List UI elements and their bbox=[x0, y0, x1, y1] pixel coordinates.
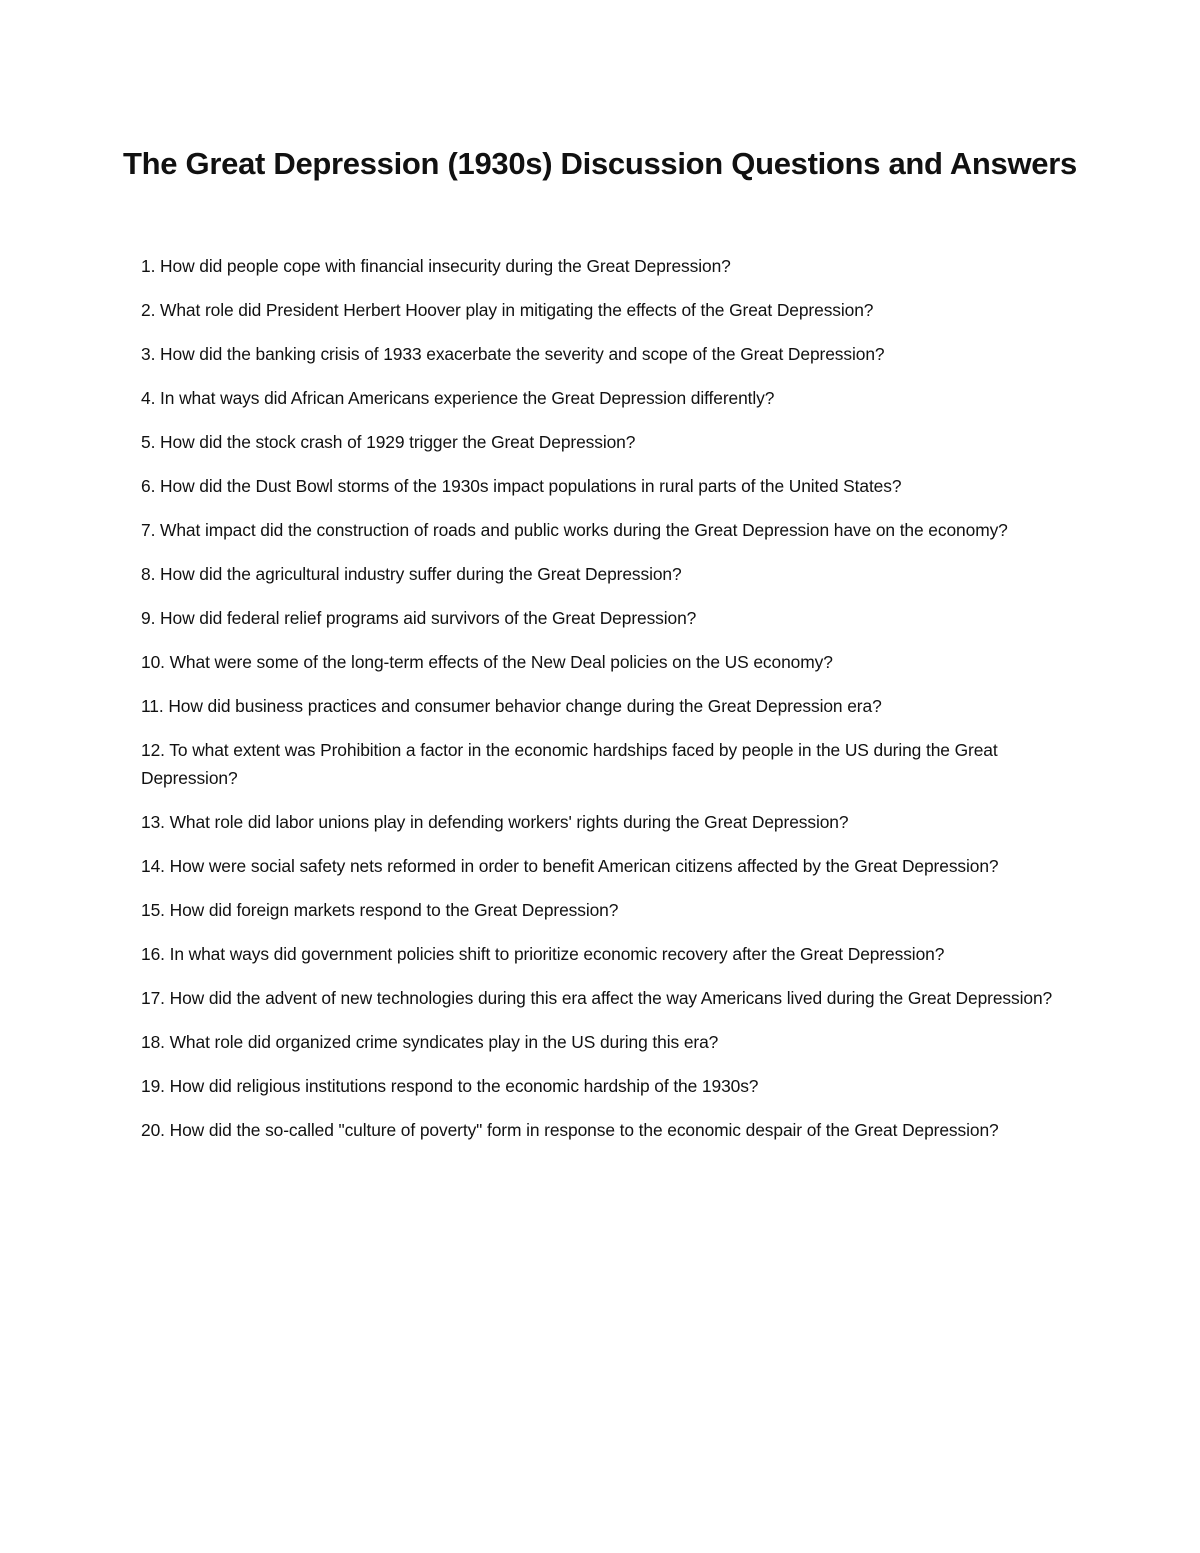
document-title: The Great Depression (1930s) Discussion Questions and Answers bbox=[123, 146, 1077, 181]
question-item: 4. In what ways did African Americans experience the Great Depression differently? bbox=[141, 388, 775, 408]
question-item: 12. To what extent was Prohibition a factor in the economic hardships faced by people in the US during the Great Depression? bbox=[141, 740, 998, 788]
question-item: 5. How did the stock crash of 1929 trigger the Great Depression? bbox=[141, 432, 636, 452]
question-item: 9. How did federal relief programs aid survivors of the Great Depression? bbox=[141, 608, 697, 628]
question-item: 10. What were some of the long-term effects of the New Deal policies on the US economy? bbox=[141, 652, 833, 672]
question-list bbox=[141, 252, 1061, 1160]
question-item: 1. How did people cope with financial insecurity during the Great Depression? bbox=[141, 256, 731, 276]
question-item: 6. How did the Dust Bowl storms of the 1930s impact populations in rural parts of the United States? bbox=[141, 476, 902, 496]
question-item: 16. In what ways did government policies shift to prioritize economic recovery after the Great Depression? bbox=[141, 944, 945, 964]
question-item: 2. What role did President Herbert Hoover play in mitigating the effects of the Great Depression? bbox=[141, 300, 874, 320]
question-item: 8. How did the agricultural industry suffer during the Great Depression? bbox=[141, 564, 682, 584]
question-item: 20. How did the so-called "culture of poverty" form in response to the economic despair of the Great Depression? bbox=[141, 1120, 999, 1140]
question-item: 15. How did foreign markets respond to the Great Depression? bbox=[141, 900, 619, 920]
question-item: 17. How did the advent of new technologies during this era affect the way Americans lived during the Great Depression? bbox=[141, 988, 1053, 1008]
question-item: 19. How did religious institutions respond to the economic hardship of the 1930s? bbox=[141, 1076, 759, 1096]
question-item: 3. How did the banking crisis of 1933 exacerbate the severity and scope of the Great Depression? bbox=[141, 344, 885, 364]
question-item: 14. How were social safety nets reformed in order to benefit American citizens affected by the Great Depression? bbox=[141, 856, 999, 876]
question-item: 18. What role did organized crime syndicates play in the US during this era? bbox=[141, 1032, 719, 1052]
question-item: 7. What impact did the construction of roads and public works during the Great Depression have on the economy? bbox=[141, 520, 1008, 540]
question-item: 11. How did business practices and consumer behavior change during the Great Depression era? bbox=[141, 696, 882, 716]
question-item: 13. What role did labor unions play in defending workers' rights during the Great Depression? bbox=[141, 812, 849, 832]
